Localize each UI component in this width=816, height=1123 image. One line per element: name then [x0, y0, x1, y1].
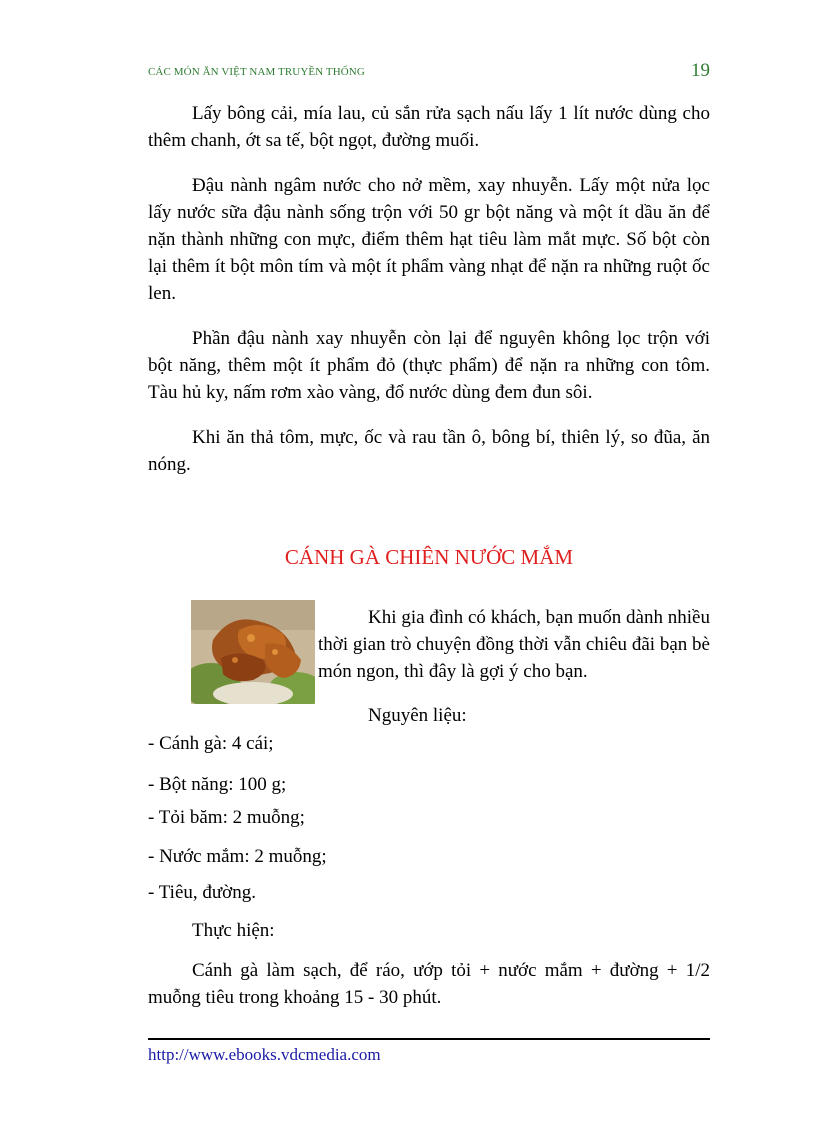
ingredient-item: - Cánh gà: 4 cái; [148, 733, 274, 754]
running-header [148, 60, 710, 86]
method-block [148, 957, 710, 1011]
paragraph-shrimp: Phần đậu nành xay nhuyễn còn lại để nguyên không lọc trộn với bột năng, thêm một ít phẩm đỏ (thực phẩm) để nặn ra những con tôm. Tàu hủ ky, nấm rơm xào vàng, đổ nước dùng đem đun sôi. [148, 328, 710, 403]
page-number: 19 [691, 60, 710, 81]
recipe-title: CÁNH GÀ CHIÊN NƯỚC MẮM [284, 545, 574, 569]
ingredient-item: - Bột năng: 100 g; [148, 774, 287, 795]
method-label: Thực hiện: [192, 920, 275, 941]
chicken-wings-photo [191, 600, 315, 704]
recipe-intro [318, 604, 710, 729]
footer-website-link[interactable]: http://www.ebooks.vdcmedia.com [148, 1045, 381, 1064]
ingredient-item: - Nước mắm: 2 muỗng; [148, 846, 327, 867]
intro-paragraph: Khi gia đình có khách, bạn muốn dành nhiều thời gian trò chuyện đồng thời vẫn chiêu đãi bạn bè món ngon, thì đây là gợi ý cho bạn. [318, 607, 710, 682]
recipe-text-block [148, 100, 710, 478]
paragraph-serving: Khi ăn thả tôm, mực, ốc và rau tần ô, bông bí, thiên lý, so đũa, ăn nóng. [148, 427, 710, 475]
ingredient-item: - Tỏi băm: 2 muỗng; [148, 807, 305, 828]
method-paragraph: Cánh gà làm sạch, để ráo, ướp tỏi + nước mắm + đường + 1/2 muỗng tiêu trong khoảng 15 - 30 phút. [148, 960, 710, 1008]
fried-chicken-image [191, 600, 315, 704]
paragraph-broth: Lấy bông cải, mía lau, củ sắn rửa sạch nấu lấy 1 lít nước dùng cho thêm chanh, ớt sa tế, bột ngọt, đường muối. [148, 103, 710, 151]
footer-divider [148, 1038, 710, 1040]
paragraph-soy-squid: Đậu nành ngâm nước cho nở mềm, xay nhuyễn. Lấy một nửa lọc lấy nước sữa đậu nành sống trộn với 50 gr bột năng và một ít dầu ăn để nặn thành những con mực, điểm thêm hạt tiêu làm mắt mực. Số bột còn lại thêm ít bột môn tím và một ít phẩm vàng nhạt để nặn ra những ruột ốc len. [148, 175, 710, 304]
book-title: CÁC MÓN ĂN VIỆT NAM TRUYỀN THỐNG [148, 66, 365, 78]
ingredients-label: Nguyên liệu: [368, 705, 467, 726]
ingredient-item: - Tiêu, đường. [148, 882, 256, 903]
